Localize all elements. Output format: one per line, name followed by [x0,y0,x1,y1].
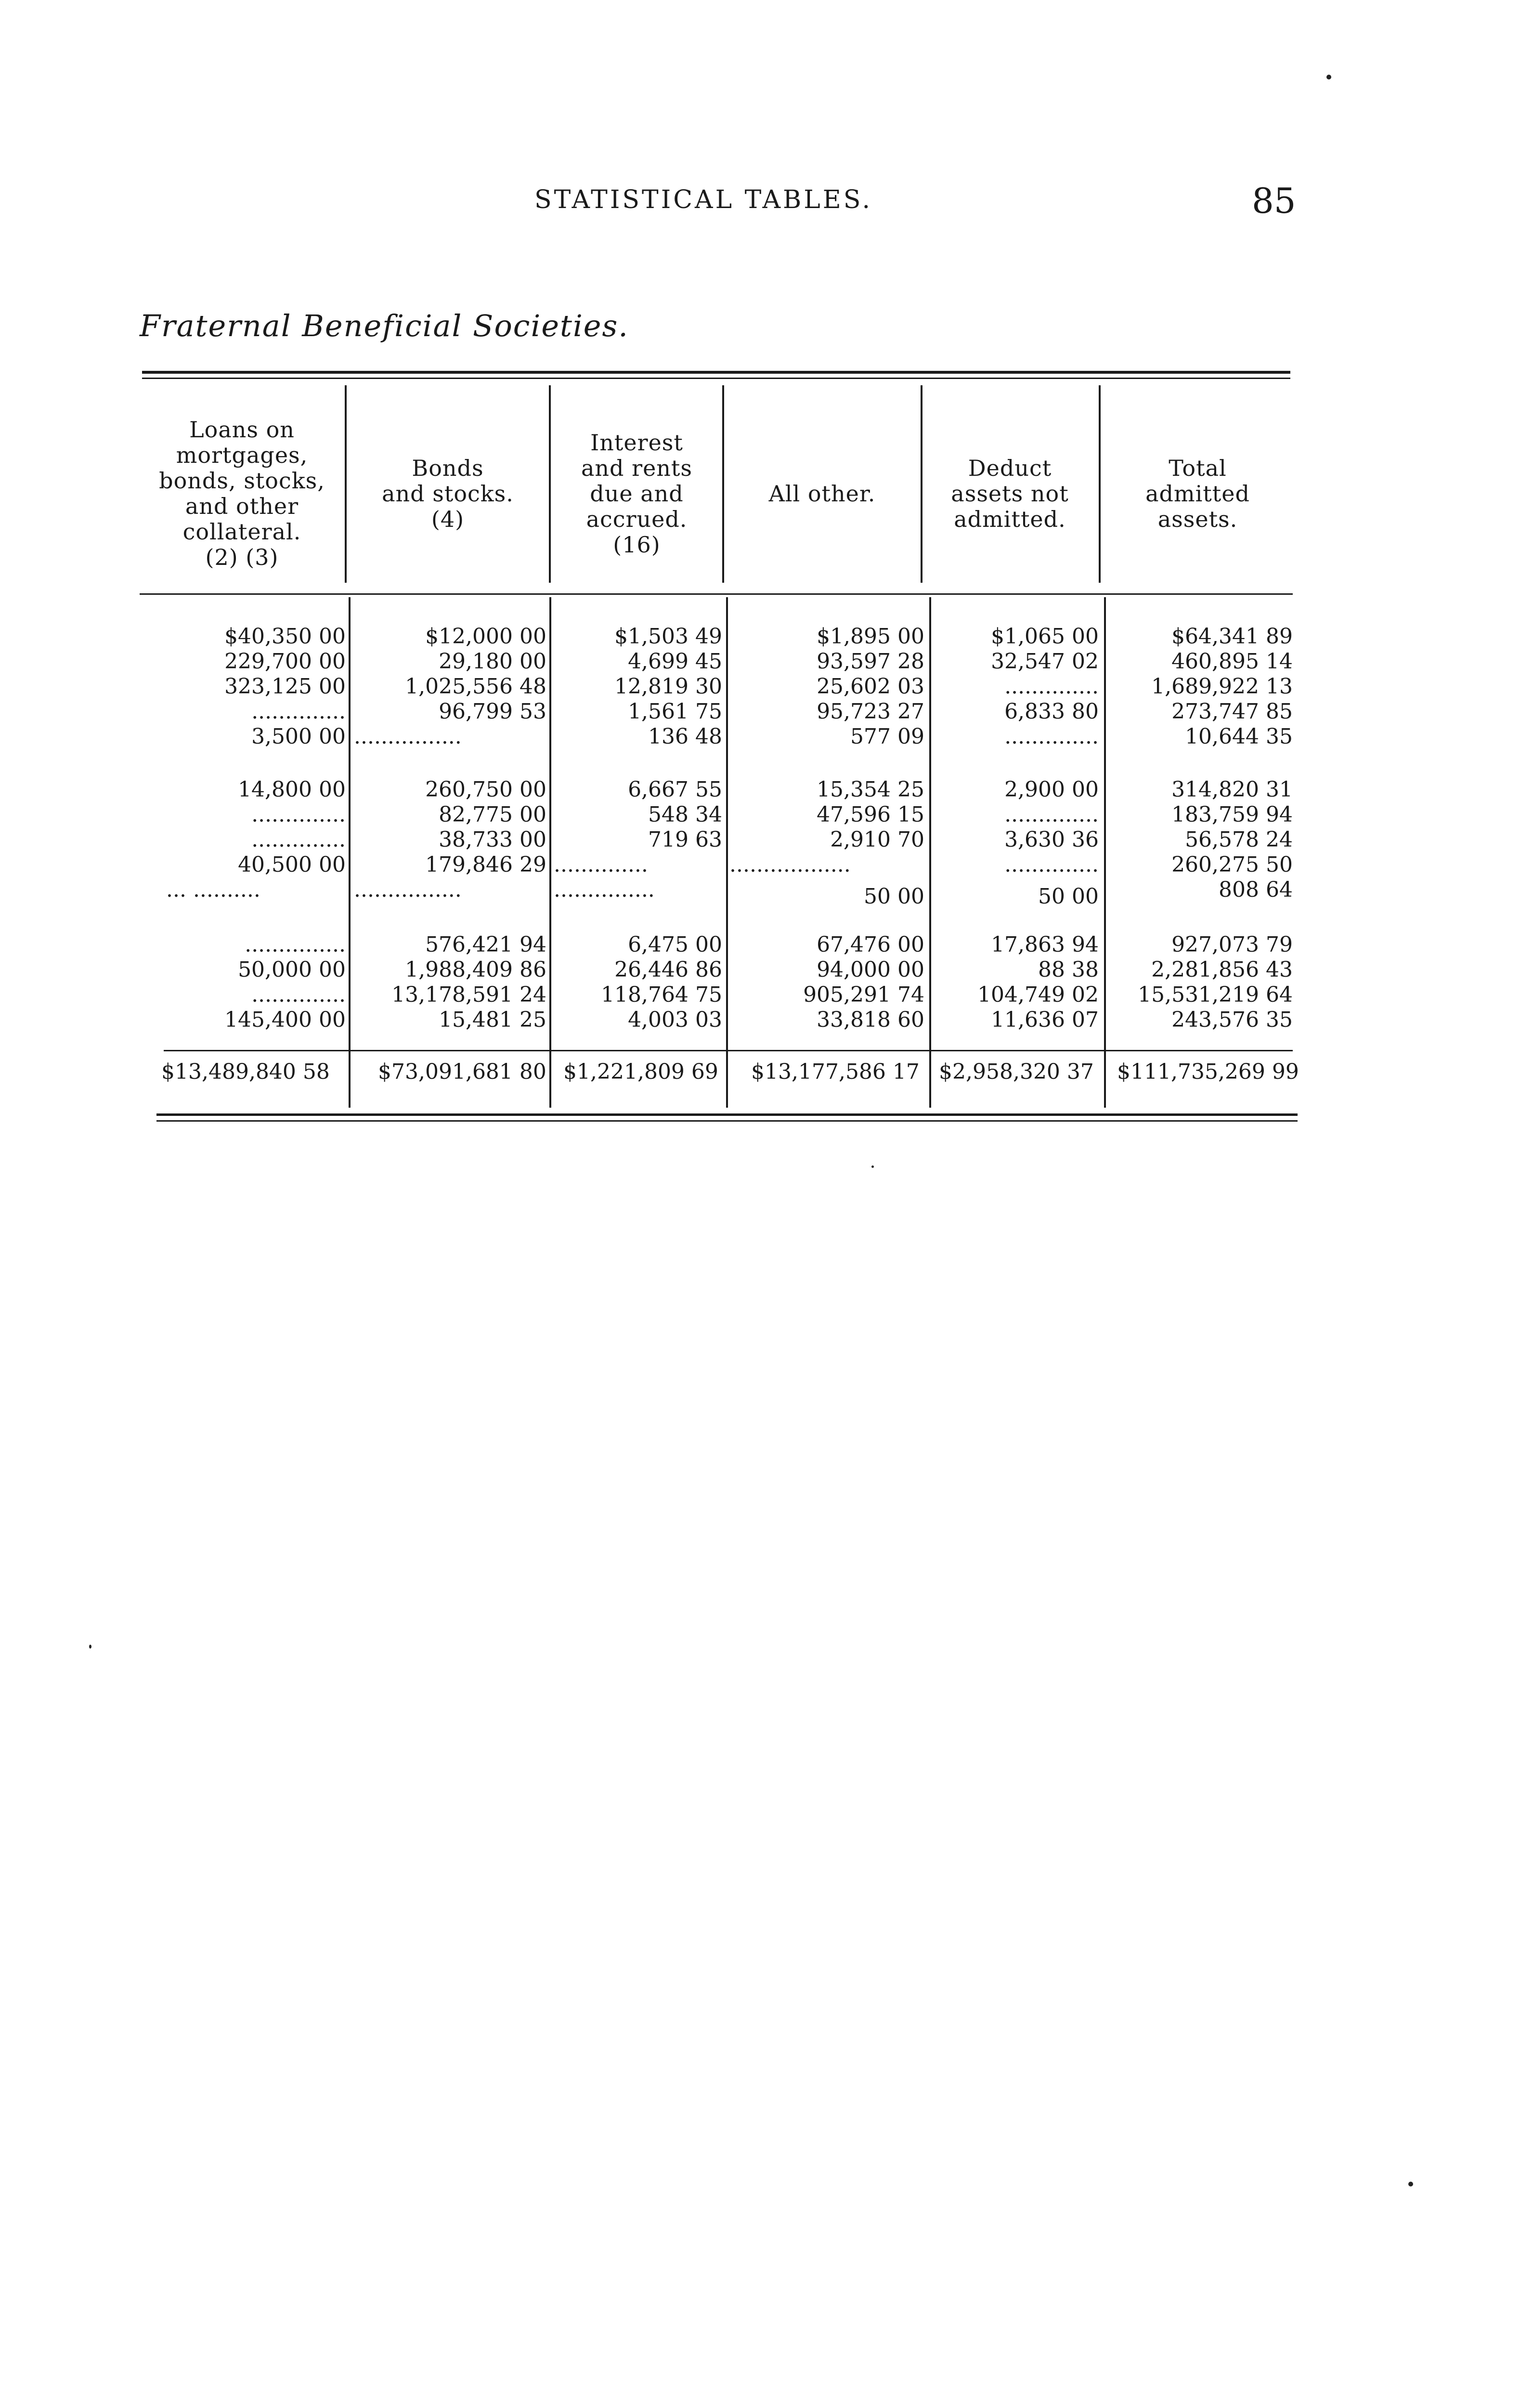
table-cell: 40,500 00 [238,852,346,877]
table-cell: 548 34 [648,802,722,827]
table-cell: .............. [1004,852,1099,877]
table-cell: 927,073 79 [1171,932,1293,957]
table-cell: 1,988,409 86 [405,957,546,982]
table-cell: 1,025,556 48 [405,674,546,699]
table-cell: 94,000 00 [817,957,924,982]
table-cell: 2,900 00 [1004,777,1099,802]
table-cell: 4,003 03 [628,1008,722,1032]
header-divider [1099,385,1101,583]
scan-speck [1408,2182,1413,2186]
body-divider [349,597,351,1108]
table-cell: 314,820 31 [1171,777,1293,802]
table-cell: .............. [1004,674,1099,699]
section-title: Fraternal Beneficial Societies. [140,308,629,343]
table-cell: .............. [1004,724,1099,749]
table-cell: .............. [1004,802,1099,827]
body-divider [549,597,551,1108]
table-cell: 26,446 86 [614,957,722,982]
body-divider [726,597,728,1108]
table-cell: 576,421 94 [425,932,546,957]
table-cell: 460,895 14 [1171,649,1293,674]
table-cell: 17,863 94 [991,932,1099,957]
table-cell: 905,291 74 [803,982,924,1007]
table-cell: 93,597 28 [817,649,924,674]
total-cell: $73,091,681 80 [378,1060,546,1084]
table-cell: 118,764 75 [601,982,722,1007]
table-cell: 260,275 50 [1171,852,1293,877]
table-cell: 229,700 00 [224,649,346,674]
table-cell: 6,667 55 [628,777,722,802]
header-bottom-rule [140,593,1293,595]
total-cell: $1,221,809 69 [563,1060,718,1084]
table-cell: .............. [251,699,346,724]
table-cell: 260,750 00 [425,777,546,802]
total-cell: $2,958,320 37 [939,1060,1094,1084]
table-cell: 243,576 35 [1171,1008,1293,1032]
header-divider [345,385,347,583]
table-cell: 273,747 85 [1171,699,1293,724]
table-cell: 38,733 00 [439,827,546,852]
table-cell: 2,281,856 43 [1151,957,1293,982]
bottom-double-rule-2 [156,1120,1298,1122]
table-cell: 82,775 00 [439,802,546,827]
table-cell: 6,475 00 [628,932,722,957]
table-cell: ................ [354,724,462,749]
column-header: Loans on mortgages, bonds, stocks, and other collateral. (2) (3) [159,417,325,570]
total-cell: $13,177,586 17 [751,1060,920,1084]
table-cell: 577 09 [850,724,924,749]
body-divider [929,597,931,1108]
table-cell: 29,180 00 [439,649,546,674]
column-header: Interest and rents due and accrued. (16) [581,429,693,558]
table-cell: 808 64 [1219,877,1293,902]
table-cell: $1,065 00 [991,624,1099,649]
scan-speck [1326,75,1331,79]
table-cell: 104,749 02 [977,982,1099,1007]
running-head: STATISTICAL TABLES. [534,185,873,214]
table-cell: .................. [729,852,851,877]
table-cell: 1,689,922 13 [1151,674,1293,699]
table-cell: .............. [251,827,346,852]
top-double-rule-1 [142,371,1290,374]
bottom-double-rule-1 [156,1113,1298,1116]
table-cell: 47,596 15 [817,802,924,827]
column-header: Deduct assets not admitted. [951,455,1069,532]
table-cell: $40,350 00 [224,624,346,649]
top-double-rule-2 [142,378,1290,379]
header-divider [549,385,551,583]
totals-rule [164,1050,1293,1051]
table-cell: 15,531,219 64 [1138,982,1293,1007]
table-cell: 33,818 60 [817,1008,924,1032]
scan-speck [89,1645,91,1649]
table-cell: 3,630 36 [1004,827,1099,852]
table-cell: 183,759 94 [1171,802,1293,827]
table-cell: 12,819 30 [614,674,722,699]
page-number: 85 [1252,181,1296,221]
table-cell: 14,800 00 [238,777,346,802]
table-cell: 50 00 [1038,884,1099,909]
table-cell: $1,895 00 [817,624,924,649]
column-header: All other. [768,480,876,507]
table-cell: .............. [251,802,346,827]
column-header: Total admitted assets. [1145,455,1250,532]
table-cell: $64,341 89 [1171,624,1293,649]
table-cell: 10,644 35 [1185,724,1293,749]
table-cell: 95,723 27 [817,699,924,724]
table-cell: .............. [251,982,346,1007]
table-cell: ... .......... [166,877,260,902]
total-cell: $13,489,840 58 [161,1060,330,1084]
table-cell: ............... [554,877,655,902]
table-cell: 88 38 [1038,957,1099,982]
table-cell: 50 00 [864,884,924,909]
scan-speck [871,1165,874,1168]
table-cell: 11,636 07 [991,1008,1099,1032]
table-cell: 15,481 25 [439,1008,546,1032]
table-cell: 145,400 00 [224,1008,346,1032]
table-cell: 50,000 00 [238,957,346,982]
table-cell: 67,476 00 [817,932,924,957]
table-cell: 32,547 02 [991,649,1099,674]
table-cell: 15,354 25 [817,777,924,802]
table-cell: $1,503 49 [614,624,722,649]
table-cell: $12,000 00 [425,624,546,649]
table-cell: 1,561 75 [628,699,722,724]
table-cell: 6,833 80 [1004,699,1099,724]
total-cell: $111,735,269 99 [1117,1060,1299,1084]
table-cell: ................ [354,877,462,902]
table-cell: 3,500 00 [251,724,346,749]
table-cell: 323,125 00 [224,674,346,699]
table-cell: ............... [245,932,346,957]
table-cell: 56,578 24 [1185,827,1293,852]
table-cell: 96,799 53 [439,699,546,724]
table-cell: 2,910 70 [830,827,924,852]
table-cell: 719 63 [648,827,722,852]
table-cell: 25,602 03 [817,674,924,699]
table-cell: 136 48 [648,724,722,749]
header-divider [921,385,922,583]
body-divider [1104,597,1106,1108]
table-cell: 4,699 45 [628,649,722,674]
table-cell: .............. [554,852,648,877]
table-cell: 179,846 29 [425,852,546,877]
header-divider [722,385,724,583]
table-cell: 13,178,591 24 [391,982,546,1007]
column-header: Bonds and stocks. (4) [382,455,514,532]
